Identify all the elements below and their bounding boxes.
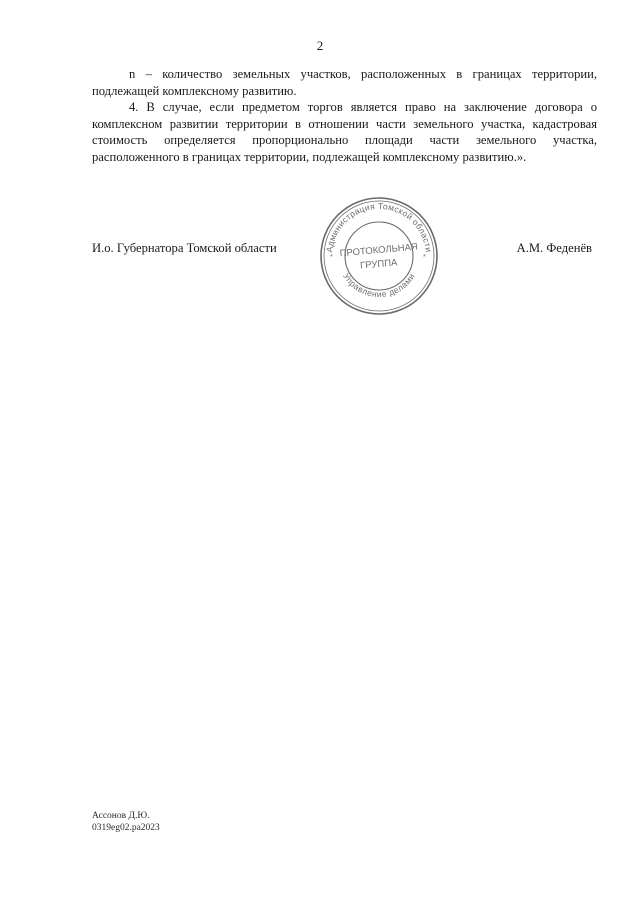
signatory-position: И.о. Губернатора Томской области (92, 241, 277, 255)
signatory-name: А.М. Феденёв (516, 241, 592, 255)
paragraph-n-definition: n – количество земельных участков, расположенных в границах территории, подлежащей комплексному развитию. (92, 67, 597, 98)
stamp-star-left-icon: * (330, 254, 333, 261)
stamp-center-line1: ПРОТОКОЛЬНАЯ (339, 241, 419, 260)
paragraph-4: 4. В случае, если предметом торгов является право на заключение договора о комплексном развитии территории в отношении части земельного участка, кадастровая стоимость определяется пропорционально площади части земельного участка, расположенного в границах территории, подлежащей комплексному развитию.». (92, 100, 597, 164)
document-footer (92, 810, 160, 834)
stamp-star-right-icon: * (423, 254, 426, 261)
stamp-ring-bottom-text: Управление делами (341, 271, 417, 300)
stamp-center-line2: ГРУППА (359, 257, 398, 272)
page-number: 2 (316, 38, 324, 53)
official-stamp (318, 195, 440, 317)
stamp-seal (318, 195, 440, 317)
document-body (92, 66, 597, 165)
footer-doc-code: 0319eg02.pa2023 (92, 823, 160, 833)
footer-author: Ассонов Д.Ю. (92, 811, 150, 821)
stamp-ring-top-text: Администрация Томской области (324, 200, 434, 253)
